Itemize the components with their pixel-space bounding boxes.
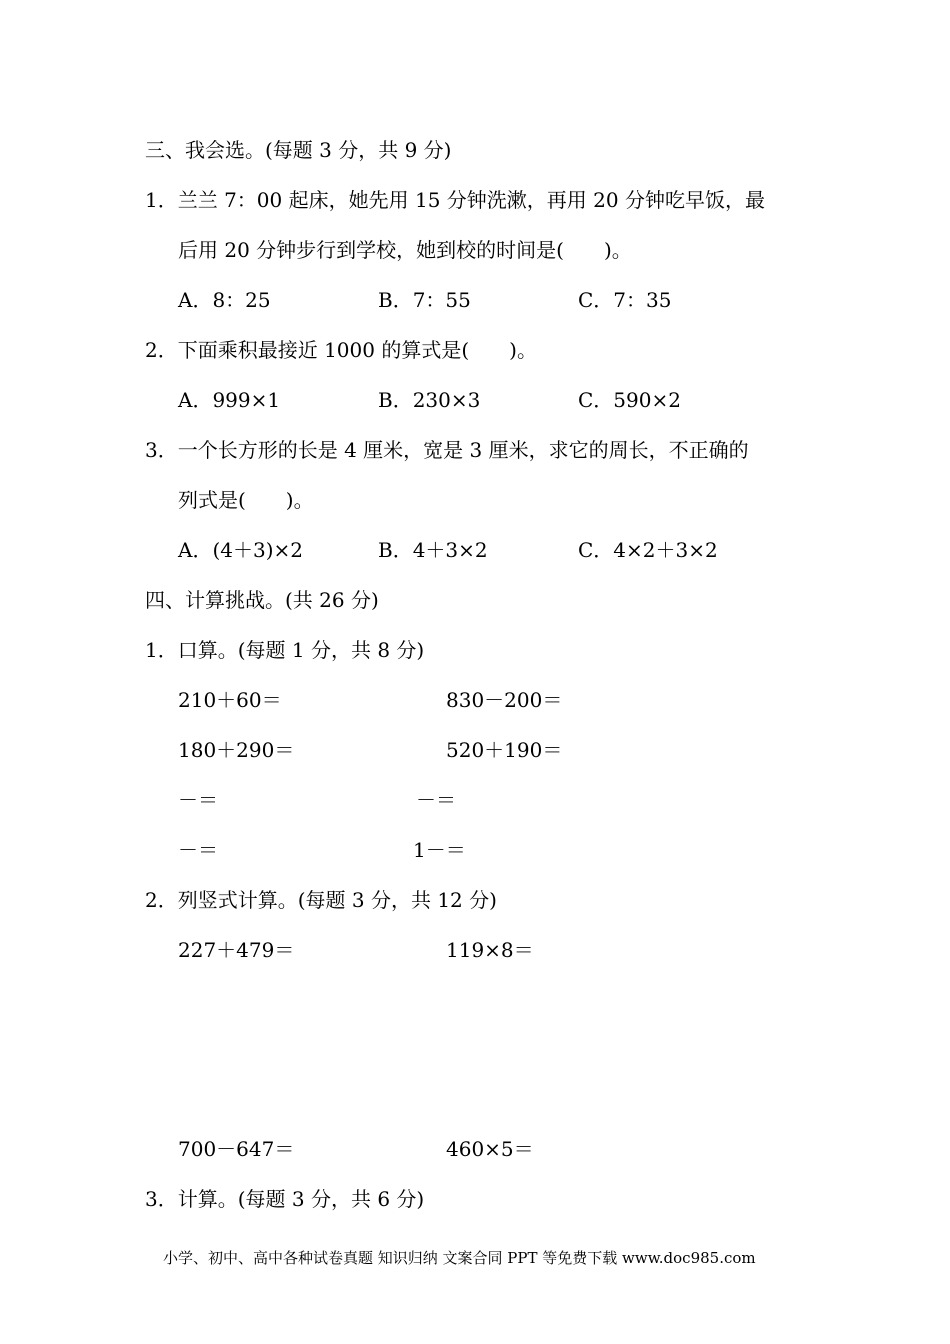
- oral-calc-item: －＝: [178, 838, 218, 862]
- section-3-heading: 三、我会选。(每题 3 分，共 9 分): [145, 138, 452, 162]
- vertical-calc-item: 119×8＝: [446, 938, 534, 962]
- section-4-heading: 四、计算挑战。(共 26 分): [145, 588, 379, 612]
- oral-calc-item: －＝: [178, 788, 218, 812]
- page-footer: 小学、初中、高中各种试卷真题 知识归纳 文案合同 PPT 等免费下载 www.doc985.com: [163, 1249, 756, 1267]
- oral-calc-item: 520＋190＝: [446, 738, 563, 762]
- vertical-calc-item: 700－647＝: [178, 1137, 295, 1161]
- oral-calc-item: 210＋60＝: [178, 688, 282, 712]
- part-1-title: 1．口算。(每题 1 分，共 8 分): [145, 638, 425, 662]
- oral-calc-item: 180＋290＝: [178, 738, 295, 762]
- oral-calc-item: 1－＝: [413, 838, 466, 862]
- question-1-line-1: 1．兰兰 7：00 起床，她先用 15 分钟洗漱，再用 20 分钟吃早饭，最: [145, 188, 765, 212]
- vertical-calc-item: 227＋479＝: [178, 938, 295, 962]
- question-1-line-2: 后用 20 分钟步行到学校，她到校的时间是( )。: [178, 238, 632, 262]
- question-3-line-2: 列式是( )。: [178, 488, 314, 512]
- question-3-option-c: C．4×2＋3×2: [578, 538, 718, 562]
- oral-calc-item: －＝: [416, 788, 456, 812]
- question-2-option-b: B．230×3: [378, 388, 481, 412]
- question-2-line-1: 2．下面乘积最接近 1000 的算式是( )。: [145, 338, 537, 362]
- question-1-option-b: B．7：55: [378, 288, 471, 312]
- part-3-title: 3．计算。(每题 3 分，共 6 分): [145, 1187, 425, 1211]
- question-2-option-a: A．999×1: [178, 388, 281, 412]
- oral-calc-item: 830－200＝: [446, 688, 563, 712]
- question-3-line-1: 3．一个长方形的长是 4 厘米，宽是 3 厘米，求它的周长，不正确的: [145, 438, 749, 462]
- question-1-option-a: A．8：25: [178, 288, 271, 312]
- question-3-option-b: B．4＋3×2: [378, 538, 488, 562]
- question-1-option-c: C．7：35: [578, 288, 672, 312]
- question-2-option-c: C．590×2: [578, 388, 681, 412]
- part-2-title: 2．列竖式计算。(每题 3 分，共 12 分): [145, 888, 497, 912]
- question-3-option-a: A．(4＋3)×2: [178, 538, 303, 562]
- vertical-calc-item: 460×5＝: [446, 1137, 534, 1161]
